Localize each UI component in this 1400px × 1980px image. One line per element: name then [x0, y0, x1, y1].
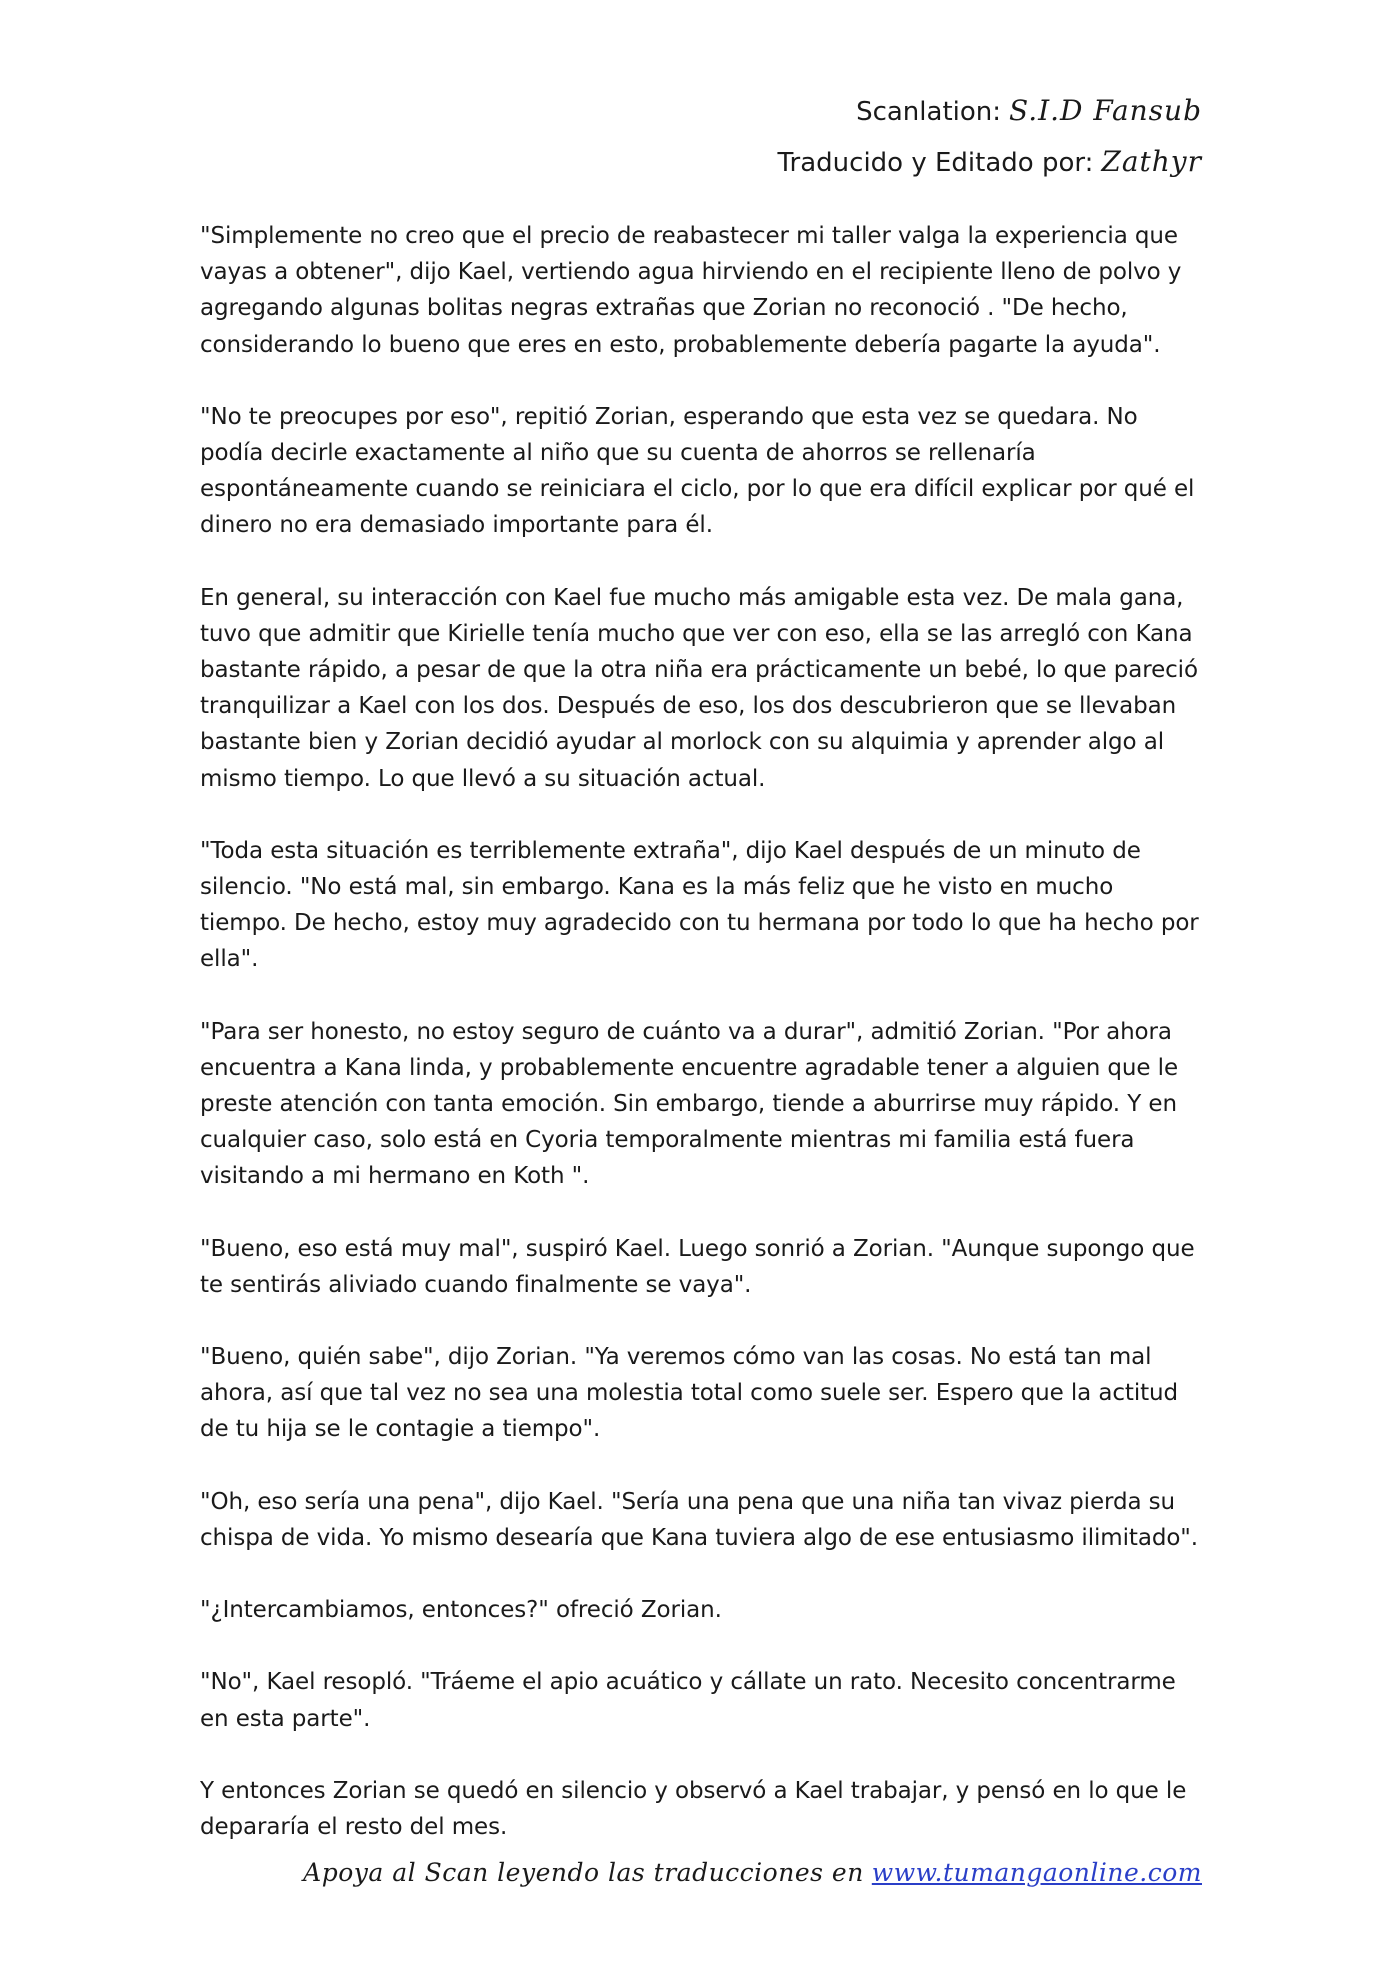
paragraph: "Simplemente no creo que el precio de reabastecer mi taller valga la experiencia que vayas a obtener", dijo Kael, vertiendo agua hirviendo en el recipiente lleno de polvo y agregando algunas bolitas negras extrañas que Zorian no reconoció . "De hecho, considerando lo bueno que eres en esto, probablemente debería pagarte la ayuda".: [200, 223, 1182, 358]
paragraph: "Oh, eso sería una pena", dijo Kael. "Sería una pena que una niña tan vivaz pierda su chispa de vida. Yo mismo desearía que Kana tuviera algo de ese entusiasmo ilimitado".: [200, 1488, 1198, 1551]
paragraph: "¿Intercambiamos, entonces?" ofreció Zorian.: [200, 1597, 722, 1624]
translator-label: Traducido y Editado por:: [777, 148, 1094, 178]
page-header: [777, 86, 1202, 188]
scanlation-label: Scanlation:: [856, 97, 1002, 127]
page-footer: [303, 1858, 1202, 1887]
scanlation-credit: [777, 86, 1202, 137]
story-body: [200, 218, 1200, 1881]
paragraph: "No te preocupes por eso", repitió Zorian, esperando que esta vez se quedara. No podía decirle exactamente al niño que su cuenta de ahorros se rellenaría espontáneamente cuando se reiniciara el ciclo, por lo que era difícil explicar por qué el dinero no era demasiado importante para él.: [200, 403, 1195, 539]
paragraph: "Para ser honesto, no estoy seguro de cuánto va a durar", admitió Zorian. "Por ahora encuentra a Kana linda, y probablemente encuentre agradable tener a alguien que le preste atención con tanta emoción. Sin embargo, tiende a aburrirse muy rápido. Y en cualquier caso, solo está en Cyoria temporalmente mientras mi familia está fuera visitando a mi hermano en Koth ".: [200, 1018, 1179, 1190]
paragraph: Y entonces Zorian se quedó en silencio y observó a Kael trabajar, y pensó en lo que le depararía el resto del mes.: [200, 1777, 1187, 1840]
translator-credit: [777, 137, 1202, 188]
paragraph: "No", Kael resopló. "Tráeme el apio acuático y cállate un rato. Necesito concentrarme en esta parte".: [200, 1669, 1176, 1732]
scanlation-name: S.I.D Fansub: [1009, 94, 1202, 127]
translator-name: Zathyr: [1101, 145, 1202, 178]
paragraph: "Bueno, quién sabe", dijo Zorian. "Ya veremos cómo van las cosas. No está tan mal ahora, así que tal vez no sea una molestia total como suele ser. Espero que la actitud de tu hija se le contagie a tiempo".: [200, 1344, 1179, 1443]
footer-text: Apoya al Scan leyendo las traducciones en: [303, 1858, 864, 1887]
footer-link[interactable]: www.tumangaonline.com: [871, 1858, 1202, 1887]
paragraph: "Bueno, eso está muy mal", suspiró Kael. Luego sonrió a Zorian. "Aunque supongo que te sentirás aliviado cuando finalmente se vaya".: [200, 1235, 1195, 1298]
paragraph: En general, su interacción con Kael fue mucho más amigable esta vez. De mala gana, tuvo que admitir que Kirielle tenía mucho que ver con eso, ella se las arregló con Kana bastante rápido, a pesar de que la otra niña era prácticamente un bebé, lo que pareció tranquilizar a Kael con los dos. Después de eso, los dos descubrieron que se llevaban bastante bien y Zorian decidió ayudar al morlock con su alquimia y aprender algo al mismo tiempo. Lo que llevó a su situación actual.: [200, 584, 1198, 792]
paragraph: "Toda esta situación es terriblemente extraña", dijo Kael después de un minuto de silencio. "No está mal, sin embargo. Kana es la más feliz que he visto en mucho tiempo. De hecho, estoy muy agradecido con tu hermana por todo lo que ha hecho por ella".: [200, 837, 1199, 973]
